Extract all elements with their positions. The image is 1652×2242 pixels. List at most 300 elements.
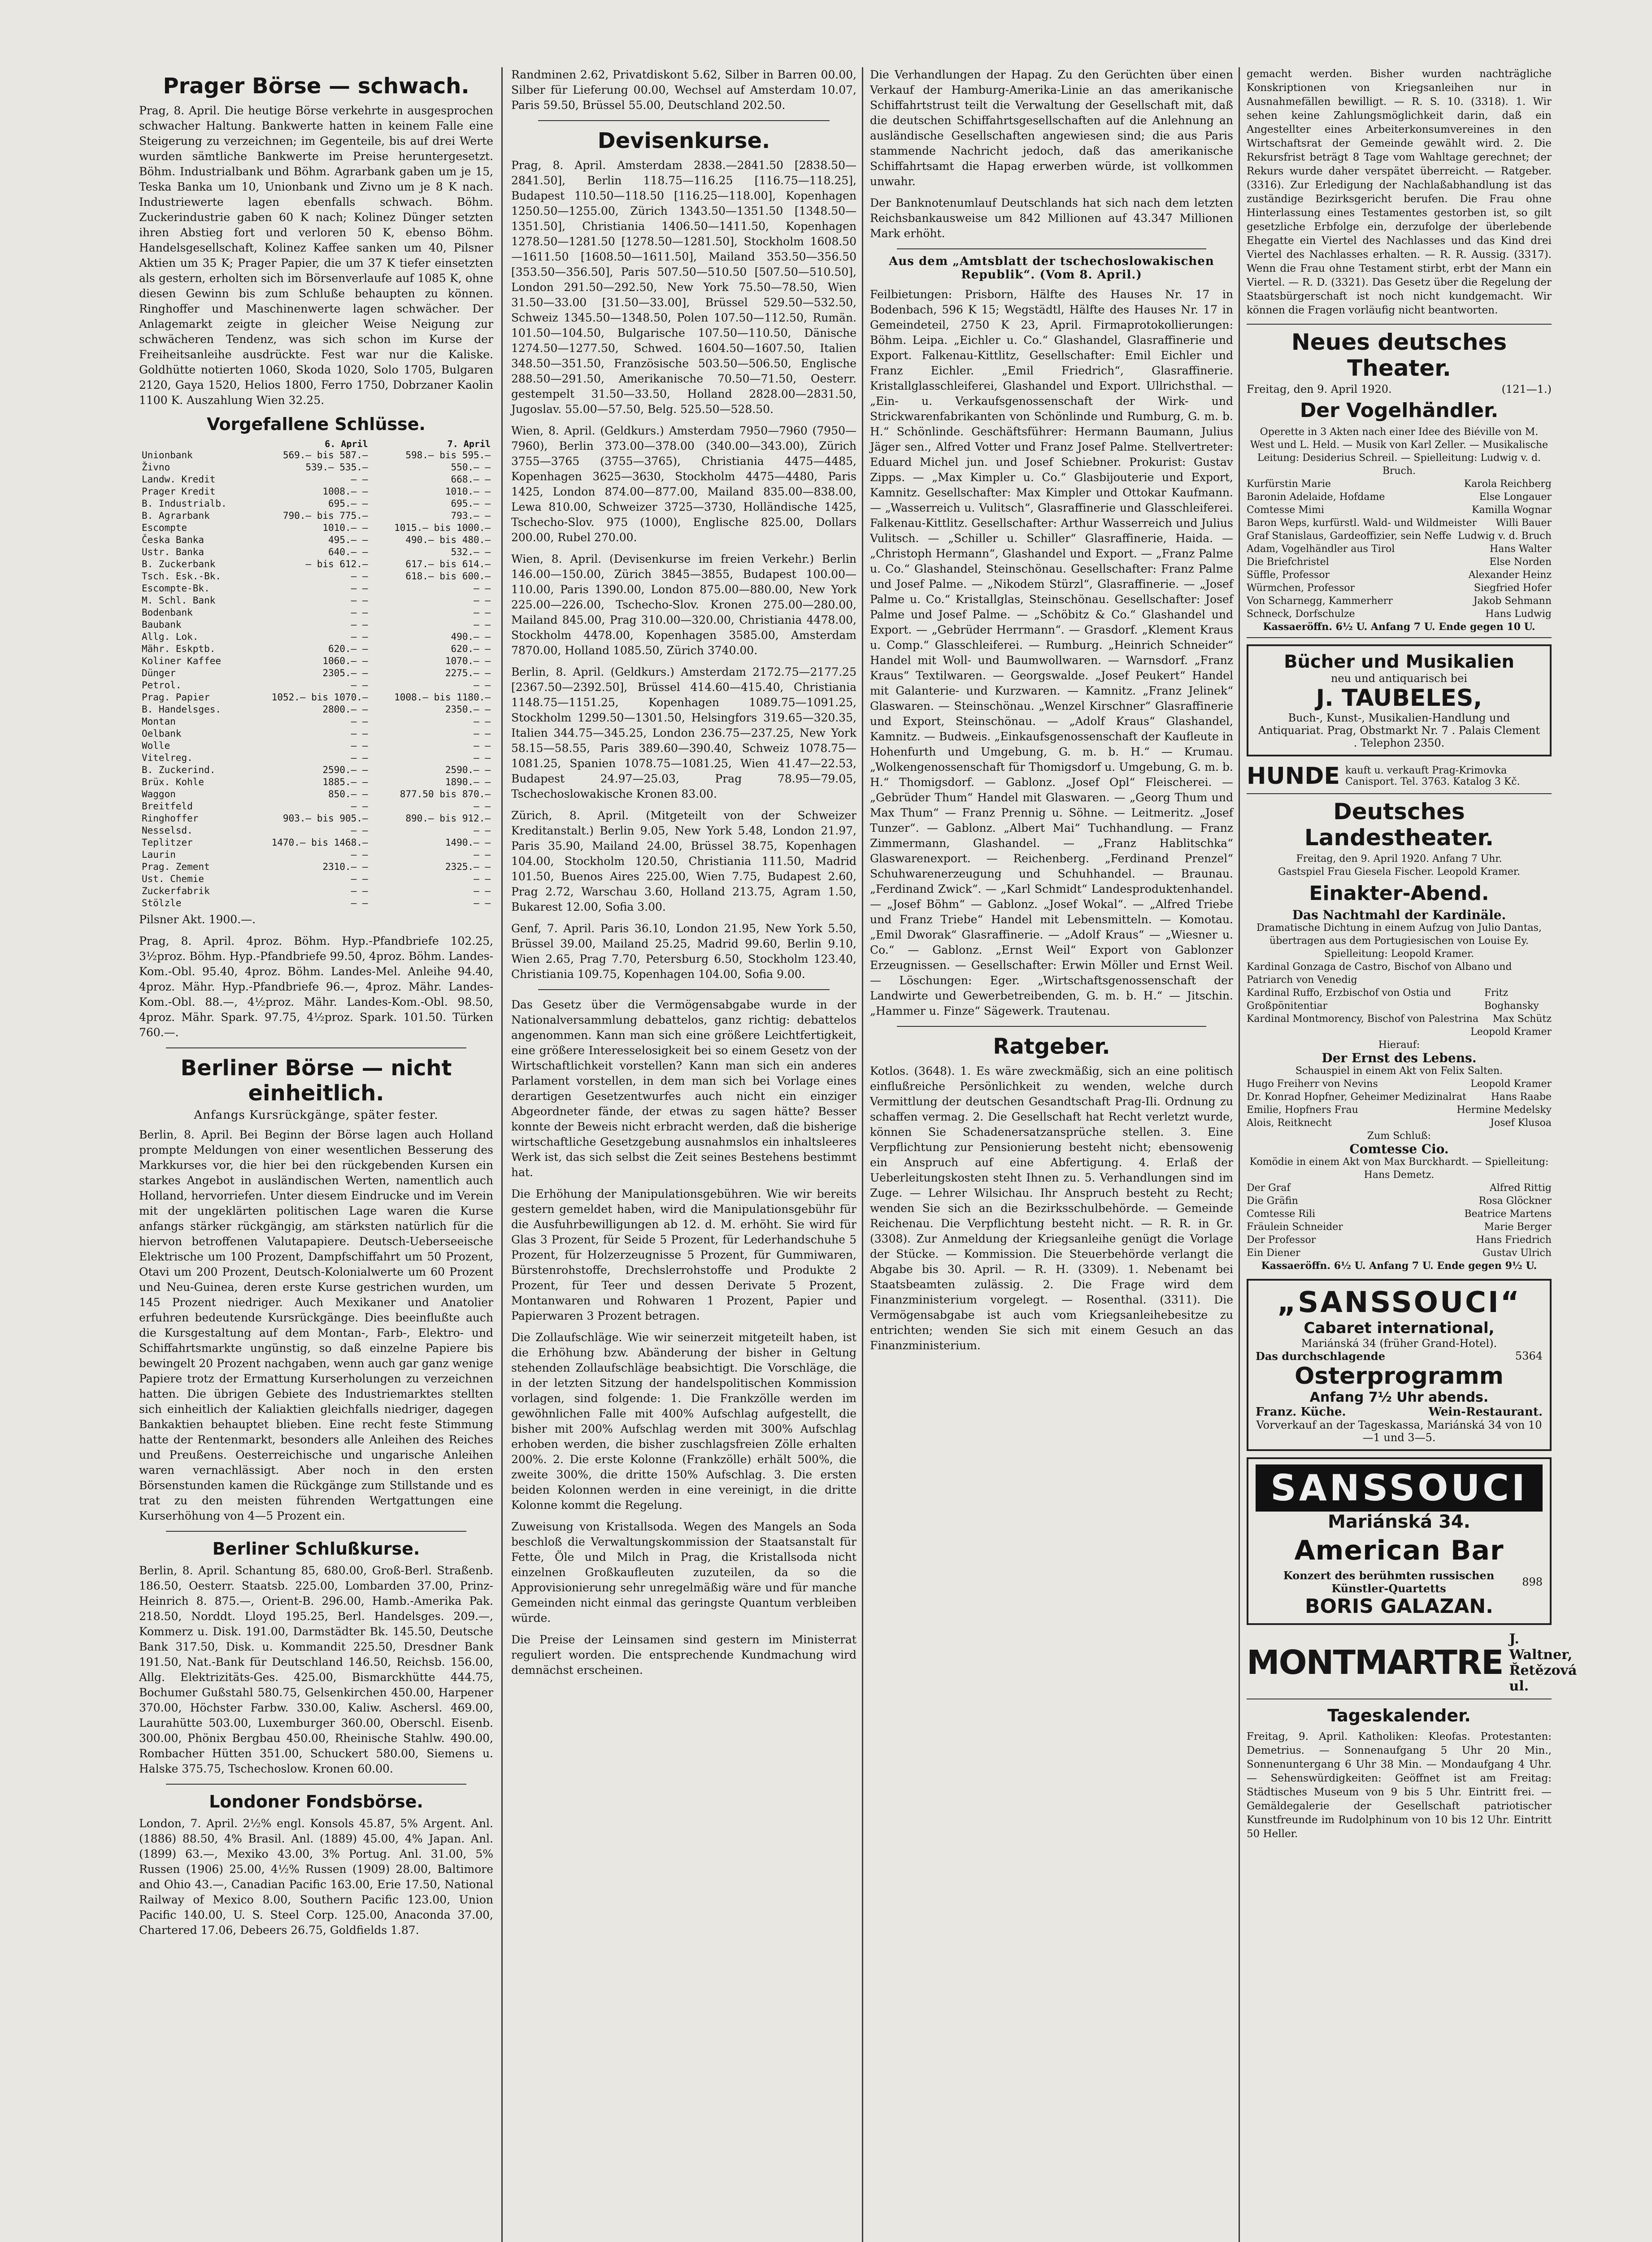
security-name: B. Industrialb. xyxy=(142,498,227,509)
quote-cell: — — xyxy=(474,825,491,836)
cast-row xyxy=(1247,1012,1552,1025)
table-row xyxy=(139,667,493,679)
pilsner-line: Pilsner Akt. 1900.—. xyxy=(139,913,256,926)
table-row xyxy=(139,788,493,800)
security-name: Laurin xyxy=(142,849,176,860)
cast-role: Fräulein Schneider xyxy=(1247,1221,1343,1233)
quote-cell: 550.— — xyxy=(451,462,491,473)
security-name: Breitfeld xyxy=(142,801,193,812)
prager-boerse-text: Prag, 8. April. Die heutige Börse verkehrte in ausgesprochen schwacher Haltung. Bankwerte hatten in keinem Falle eine Steigerung zu verzeichnen; im Gegenteile, bis auf drei Werte wurden sämtliche Bankwerte im Preise heruntergesetzt. Böhm. Industrialbank und Böhm. Agrarbank gaben um je 15, Teska Banka um 10, Unionbank und Zivno um je 8 K nach. Industriewerte lagen ebenfalls schwach. Böhm. Zuckerindustrie gaben 60 K nach; Kolinez Dünger setzten ihren Abstieg fort und verloren 50 K, ebenso Böhm. Handelsgesellschaft, Kolinez Kaffee sanken um 40, Pilsner Aktien um 35 K; Prager Papier, die um 37 K tiefer einsetzten als gestern, erholten sich im Börsenverlaufe auf 1085 K, ohne diesen Gewinn bis zum Schluße behaupten zu können. Ringhoffer und Maschinenwerte lagen schwächer. Der Anlagemarkt zeigte in gleicher Weise Neigung zur schwächeren Tendenz, was sich schon im Kurse der Freiheitsanleihe ausdrückte. Fest war nur die Kaliske. Goldhütte notierten 1060, Skoda 1020, Solo 1705, Bulgaren 2120, Gaya 1520, Helios 1800, Ferro 1750, Dobrzaner Kaolin 1100 K. Auszahlung Wien 32.25. xyxy=(139,104,493,407)
table-row xyxy=(139,679,493,691)
quote-cell: 1015.— bis 1000.— xyxy=(394,522,491,533)
cast-actor: Leopold Kramer xyxy=(1470,1078,1552,1090)
devisen-berlin-text: Berlin, 8. April. (Geldkurs.) Amsterdam 2172.75—2177.25 [2367.50—2392.50], Brüssel 414.60—415.40, Christiania 1148.75—1151.25, Kopenhagen 1089.75—1091.25, Stockholm 1299.50—1301.50, Helsingfors 319.65—320.35, Italien 344.75—345.25, London 236.75—237.25, New York 58.15—58.55, Paris 389.60—390.40, Schweiz 1078.75—1081.25, Spanien 1078.75—1081.25, Wien 41.47—22.53, Budapest 24.97—25.03, Prag 78.95—79.05, Tschechoslowakische Kronen 83.00. xyxy=(511,665,856,800)
landestheater-info4: Komödie in einem Akt von Max Burckhardt. — Spielleitung: Hans Demetz. xyxy=(1249,1156,1549,1181)
landestheater-play4: Comtesse Cio. xyxy=(1349,1142,1449,1156)
quote-cell: 598.— bis 595.— xyxy=(405,450,491,461)
security-name: B. Agrarbank xyxy=(142,510,210,521)
montmartre-name: MONTMARTRE xyxy=(1247,1643,1503,1682)
table-row xyxy=(139,595,493,607)
sanssouci-bar-phone: 898 xyxy=(1522,1576,1543,1588)
quote-cell: — — xyxy=(474,886,491,896)
security-name: Stölzle xyxy=(142,898,182,908)
column-rule xyxy=(501,67,503,2242)
berliner-boerse-heading: Berliner Börse — nicht einheitlich. xyxy=(180,1056,452,1106)
quote-cell: — — xyxy=(474,583,491,594)
sanssouci-cabaret-food-row xyxy=(1256,1405,1543,1419)
table-row xyxy=(139,776,493,788)
cast-row xyxy=(1247,556,1552,569)
prager-boerse-heading: Prager Börse — schwach. xyxy=(163,74,470,99)
table-row xyxy=(139,740,493,752)
quote-cell: 877.50 bis 870.— xyxy=(400,789,491,799)
table-row xyxy=(139,704,493,716)
quote-cell: — — xyxy=(351,898,368,908)
zollaufschlaege-text: Die Zollaufschläge. Wie wir seinerzeit mitgeteilt haben, ist die Erhöhung bzw. Abänderung der bisher in Geltung stehenden Zollaufschläge beabsichtigt. Die Vorschläge, die in der letzten Sitzung der handelspolitischen Kommission vorlagen, sind folgende: 1. Die Frankzölle werden im gewöhnlichen Falle mit 400% Aufschlag aufgestellt, die bisher mit 200% Aufschlag werden mit 300% Aufschlag erhoben werden, die bisher zuschlagsfreien Zölle erhalten 200%. 2. Die erste Kolonne (Frankzölle) erhält 500%, die zweite 300%, die dritte 150% Aufschlag. 3. Die ersten beiden Kolonnen werden in eine vereinigt, in die dritte Kolonne kommt die Regelung. xyxy=(511,1331,856,1512)
column-header xyxy=(139,439,248,449)
vorgefallene-schluesse-heading: Vorgefallene Schlüsse. xyxy=(207,414,426,434)
security-name: Ust. Chemie xyxy=(142,873,204,884)
quote-cell: — — xyxy=(474,716,491,727)
security-name: Waggon xyxy=(142,789,176,799)
quote-cell: 569.— bis 587.— xyxy=(283,450,368,461)
quote-cell: 490.— bis 480.— xyxy=(405,534,491,545)
quote-cell: — — xyxy=(351,631,368,642)
quote-cell: 1060.— — xyxy=(322,656,368,666)
quote-cell: — — xyxy=(474,752,491,763)
cast-row xyxy=(1247,1195,1552,1208)
devisen-zuerich-text: Zürich, 8. April. (Mitgeteilt von der Schweizer Kreditanstalt.) Berlin 9.05, New York 5.48, London 21.97, Paris 35.90, Mailand 24.00, Brüssel 38.75, Kopenhagen 104.00, Stockholm 120.50, Christiania 111.50, Madrid 101.50, Buenos Aires 225.00, Wien 7.75, Budapest 2.60, Prag 2.72, Warschau 3.60, Holland 213.75, Agram 1.50, Bukarest 12.00, Sofia 3.00. xyxy=(511,809,856,913)
security-name: Teplitzer xyxy=(142,837,193,848)
landestheater-play2: Das Nachtmahl der Kardinäle. xyxy=(1292,908,1506,922)
tageskalender-heading: Tageskalender. xyxy=(1327,1706,1471,1725)
quotes-table xyxy=(139,439,493,909)
divider xyxy=(166,1784,466,1785)
cast-actor: Hermine Medelsky xyxy=(1456,1104,1552,1116)
divider xyxy=(1247,637,1552,638)
taubeles-advertisement xyxy=(1247,644,1552,756)
security-name: Prager Kredit xyxy=(142,486,216,497)
landestheater-play: Einakter-Abend. xyxy=(1309,882,1489,905)
montmartre-owner: J. Waltner, Řetězová ul. xyxy=(1509,1631,1577,1694)
cast-actor: Kamilla Wognar xyxy=(1472,504,1552,516)
vermoegensabgabe-text: Das Gesetz über die Vermögensabgabe wurde in der Nationalversammlung debattelos, ganz richtig: debattelos angenommen. Kann man sich eine größere Leichtfertigkeit, eine größere Interesselosigkeit bei so einem Gesetz von der Wirtschaftlichkeit vorstellen? Kann man sich ein anderes Parlament vorstellen, in dem man sich bei Vorlage eines derartigen Gesetzentwurfes auch nicht ein einziger Abgeordneter fände, der etwas zu sagen hätte? Besser konnte der Beweis nicht erbracht werden, daß die bisherige wirtschaftliche Gesetzgebung ausnahmslos ein inhaltsleeres Werk ist, das sich selbst die Zeit seines Bestehens bestimmt hat. xyxy=(511,998,856,1179)
cast-actor: Hans Raabe xyxy=(1491,1091,1552,1103)
table-row xyxy=(139,474,493,486)
quote-cell: — — xyxy=(351,849,368,860)
landestheater-cast3 xyxy=(1247,1078,1552,1130)
cast-row xyxy=(1247,986,1552,1012)
sanssouci-cabaret-time: Anfang 7½ Uhr abends. xyxy=(1309,1390,1489,1405)
quote-cell: — — xyxy=(474,849,491,860)
cast-actor: Alfred Rittig xyxy=(1489,1182,1552,1194)
quote-cell: 1890.— — xyxy=(445,777,491,787)
cast-role: Die Gräfin xyxy=(1247,1195,1298,1207)
column-header: 7. April xyxy=(447,439,491,449)
security-name: B. Zuckerbank xyxy=(142,559,216,569)
table-row xyxy=(139,716,493,728)
security-name: Escompte xyxy=(142,522,187,533)
divider xyxy=(538,120,830,121)
column-4 xyxy=(1247,67,1577,1847)
date-right: (121—1.) xyxy=(1501,383,1552,395)
table-row xyxy=(139,861,493,873)
landestheater-heading: Deutsches Landestheater. xyxy=(1304,799,1494,851)
cast-role: Adam, Vogelhändler aus Tirol xyxy=(1247,543,1395,555)
cast-row xyxy=(1247,582,1552,595)
column-3 xyxy=(870,67,1233,1360)
neues-theater-info: Operette in 3 Akten nach einer Idee des Biéville von M. West und L. Held. — Musik von Karl Zeller. — Musikalische Leitung: Desiderius Schreil. — Spielleitung: Ludwig v. d. Bruch. xyxy=(1250,426,1548,477)
quote-cell: 2325.— — xyxy=(445,861,491,872)
quote-cell: — — xyxy=(474,898,491,908)
ratgeber-text: Kotlos. (3648). 1. Es wäre zweckmäßig, sich an eine politisch einflußreiche Persönlichkeit zu wenden, welche durch Vermittlung der deutschen Gesandtschaft Prag-Ili. Ordnung zu schaffen vermag. 2. Die Gesellschaft hat Recht verletzt wurde, können Sie Schadenersatzansprüche stellen. 3. Eine Verpflichtung zur Pensionierung besteht nicht; ebensowenig ein Anspruch auf eine Abfertigung. 4. Erlaß der Ueberleitungskosten steht Ihnen zu. 5. Verhandlungen sind im Zuge. — Lehrer Wilsichau. Ihr Anspruch besteht zu Recht; wenden Sie sich an die Bezirksschulbehörde. — Gemeinde Reichenau. Die Verpflichtung besteht nicht. — R. R. in Gr. (3308). Zur Anmeldung der Kriegsanleihe genügt die Vorlage der Stücke. — Kommission. Die Steuerbehörde verlangt die Abgabe bis 30. April. — R. H. (3309). 1. Nebenamt bei Staatsbeamten zulässig. 2. Die Frage wird dem Finanzministerium vorgelegt. — Rosenthal. (3311). Die Vermögensabgabe ist auch vom Kriegsanleihebesitze zu entrichten; wenden Sie sich mit einem Gesuch an das Finanzministerium. xyxy=(870,1065,1233,1352)
column-rule xyxy=(1239,67,1240,2242)
quote-cell: — — xyxy=(351,571,368,582)
quote-cell: — — xyxy=(474,619,491,630)
quote-cell: — — xyxy=(474,595,491,606)
devisen-wien-text: Wien, 8. April. (Geldkurs.) Amsterdam 7950—7960 (7950—7960), Berlin 373.00—378.00 (340.00—343.00), Zürich 3755—3765 (3755—3765), Christiania 4475—4485, Kopenhagen 3625—3630, Stockholm 4475—4480, Paris 1425, London 874.00—877.00, Mailand 835.00—838.00, Lewa 810.00, Schweizer 3725—3730, Holländische 1425, Tschecho-Slov. 975 (1000), Englische 825.00, Dollars 200.00, Rubel 270.00. xyxy=(511,424,856,544)
quote-cell: — — xyxy=(351,886,368,896)
hapag-text: Die Verhandlungen der Hapag. Zu den Gerüchten über einen Verkauf der Hamburg-Amerika-Linie an das amerikanische Schiffahrtstrust teilt die Verwaltung der Gesellschaft mit, daß die deutschen Schiffahrtsgesellschaften auf die Anlehnung an ausländische Gesellschaften angewiesen sind; die aus Paris stammende Nachricht jedoch, daß das amerikanische Schiffahrtsamt die Hapag erwerben würde, ist vollkommen unwahr. xyxy=(870,68,1233,188)
cast-role: Der Professor xyxy=(1247,1234,1316,1246)
amtsblatt-heading: Aus dem „Amtsblatt der tschechoslowakischen Republik“. (Vom 8. April.) xyxy=(889,255,1214,282)
cast-row xyxy=(1247,1025,1552,1038)
ratgeber-heading: Ratgeber. xyxy=(993,1034,1110,1059)
quote-cell: — — xyxy=(474,740,491,751)
security-name: Escompte-Bk. xyxy=(142,583,210,594)
table-row xyxy=(139,486,493,498)
table-row xyxy=(139,728,493,740)
cast-actor: Jakob Sehmann xyxy=(1473,595,1552,607)
neues-theater-date xyxy=(1247,383,1552,395)
cast-row xyxy=(1247,960,1552,986)
sanssouci-cabaret-tagline-row xyxy=(1256,1350,1543,1363)
cast-role: Hugo Freiherr von Nevins xyxy=(1247,1078,1378,1090)
sanssouci-bar-konzert: Konzert des berühmten russischen Künstler-Quartetts xyxy=(1283,1569,1495,1595)
quote-cell: 2800.— — xyxy=(322,704,368,715)
security-name: Petrol. xyxy=(142,680,182,691)
quote-cell: — — xyxy=(351,740,368,751)
cast-row xyxy=(1247,1091,1552,1104)
sanssouci-cabaret-advertisement xyxy=(1247,1279,1552,1451)
table-row xyxy=(139,800,493,813)
neues-theater-play: Der Vogelhändler. xyxy=(1300,399,1499,422)
table-row xyxy=(139,764,493,776)
devisenkurse-heading: Devisenkurse. xyxy=(597,128,770,153)
sanssouci-bar-name: SANSSOUCI xyxy=(1256,1464,1543,1512)
quote-cell: — — xyxy=(351,595,368,606)
cast-role: Kardinal Ruffo, Erzbischof von Ostia und Großpönitentiar xyxy=(1247,987,1452,1012)
cast-role: Süffle, Professor xyxy=(1247,569,1330,581)
quote-cell: — — xyxy=(351,825,368,836)
security-name: Montan xyxy=(142,716,176,727)
cast-row xyxy=(1247,1117,1552,1130)
quote-cell: 640.— — xyxy=(328,547,368,557)
ratgeber-continued-text: gemacht werden. Bisher wurden nachträgliche Konskriptionen von Kriegsanleihen nur in Ausnahmefällen bewilligt. — R. S. 10. (3318). 1. Wir sehen keine Zahlungsmöglichkeit darin, daß ein Angestellter eines Arbeiterkonsumvereines in den Wirtschaftsrat der Gemeinde gewählt wird. 2. Die Rekursfrist beträgt 8 Tage vom Wahltage gerechnet; der Rekurs wurde daher verspätet überreicht. — Ratgeber. (3316). Zur Erledigung der Nachlaßabhandlung ist das zuständige Bezirksgericht berufen. Die Frau ohne Hinterlassung eines Testamentes gestorben ist, so gilt gesetzliche Erbfolge ein, derzufolge der überlebende Ehegatte ein Viertel des Nachlasses und das Kind drei Viertel des Nachlasses erhalten. — R. R. Aussig. (3317). Wenn die Frau ohne Testament stirbt, erbt der Mann ein Viertel. — R. D. (3321). Das Gesetz über die Regelung der Staatsbürgerschaft ist noch nicht kundgemacht. Wir können die Fragen vorläufig nicht beantworten. xyxy=(1247,68,1552,316)
quote-cell: 1885.— — xyxy=(322,777,368,787)
quote-cell: — — xyxy=(351,801,368,812)
sanssouci-bar-leader: BORIS GALAZAN. xyxy=(1305,1595,1493,1618)
neues-theater-heading: Neues deutsches Theater. xyxy=(1291,329,1507,381)
cast-role: Die Briefchristel xyxy=(1247,556,1329,568)
sanssouci-cabaret-vorverkauf: Vorverkauf an der Tageskassa, Mariánská 34 von 10—1 und 3—5. xyxy=(1256,1419,1542,1444)
cast-actor: Leopold Kramer xyxy=(1470,1026,1552,1038)
sanssouci-bar-advertisement xyxy=(1247,1457,1552,1625)
cast-actor: Hans Walter xyxy=(1490,543,1552,555)
table-row xyxy=(139,558,493,570)
banknotenumlauf-text: Der Banknotenumlauf Deutschlands hat sich nach dem letzten Reichsbankausweise um 842 Millionen auf 43.347 Millionen Mark erhöht. xyxy=(870,196,1233,240)
security-name: Prag. Zement xyxy=(142,861,210,872)
landestheater-date: Freitag, den 9. April 1920. Anfang 7 Uhr. xyxy=(1296,853,1502,865)
cast-role: Baron Weps, kurfürstl. Wald- und Wildmeister xyxy=(1247,517,1477,529)
quote-cell: 1470.— bis 1468.— xyxy=(271,837,368,848)
devisen-wien-frei-text: Wien, 8. April. (Devisenkurse im freien Verkehr.) Berlin 146.00—150.00, Zürich 3845—3855, Budapest 100.00—110.00, Paris 1390.00, London 875.00—880.00, New York 225.00—226.00, Tschecho-Slov. Kronen 275.00—280.00, Mailand 845.00, Prag 310.00—320.00, Christiania 4478.00, Stockholm 4478.00, Kopenhagen 3585.00, Amsterdam 7870.00, Holland 1085.50, Zürich 3740.00. xyxy=(511,552,856,657)
quote-cell: 2590.— — xyxy=(445,765,491,775)
quote-cell: — — xyxy=(351,728,368,739)
security-name: Wolle xyxy=(142,740,170,751)
table-row xyxy=(139,643,493,655)
table-row xyxy=(139,752,493,764)
taubeles-name: J. TAUBELES, xyxy=(1316,685,1482,712)
landestheater-hierauf: Hierauf: xyxy=(1378,1039,1420,1051)
berliner-boerse-text: Berlin, 8. April. Bei Beginn der Börse lagen auch Holland prompte Meldungen von einer wesentlichen Besserung des Markkurses vor, die hier bei den rückgebenden Kursen ein starkes Angebot in ausländischen Werten, namentlich auch Holland, hervorriefen. Unter diesem Eindrucke und im Verein mit der ungeklärten politischen Lage waren die Kurse anfangs stärker rückgängig, am stärksten natürlich für die hiervon betroffenen Valutapapiere. Deutsch-Ueberseeische Elektrische um 100 Prozent, Dampfschiffahrt um 50 Prozent, Otavi um 200 Prozent, Deutsch-Kolonialwerte um 60 Prozent und Neu-Guinea, deren erste Kurse gestrichen wurden, um 145 Prozent niedriger. Auch Mexikaner und Anatolier erfuhren bedeutende Kursrückgänge. Dies beeinflußte auch die Kursgestaltung auf dem Montan-, Farb-, Elektro- und Schiffahrtsmarkte ungünstig, so daß einzelne Papiere bis bewingelt 20 Prozent nachgaben, wenn auch gar ganz wenige Papiere trotz der Ermattung Kurserholungen zu verzeichnen hatten. Die übrigen Gebiete des Industriemarktes stellten sich einheitlich der Kaliaktien gleichfalls niedriger, dagegen Bankaktien behauptet blieben. Eine recht feste Stimmung hatte der Rentenmarkt, besonders alle Anleihen des Reiches und Preußens. Oesterreichische und ungarische Anleihen waren vernachlässigt. Aber noch in den ersten Börsenstunden kamen die Rückgänge zum Stillstande und es trat zu den meisten führenden Wertgattungen eine Kurserhöhung von 4—5 Prozent ein. xyxy=(139,1128,493,1522)
date-left: Freitag, den 9. April 1920. xyxy=(1247,383,1392,395)
quote-cell: — — xyxy=(474,607,491,618)
table-row xyxy=(139,897,493,909)
cast-actor: Willi Bauer xyxy=(1495,517,1552,529)
cast-actor: Gustav Ulrich xyxy=(1482,1247,1552,1259)
cast-row xyxy=(1247,478,1552,491)
sanssouci-cabaret-sub: Cabaret international, xyxy=(1304,1319,1495,1337)
quote-cell: 890.— bis 912.— xyxy=(405,813,491,824)
cast-role: Schneck, Dorfschulze xyxy=(1247,608,1355,620)
quote-cell: 1010.— — xyxy=(322,522,368,533)
quote-cell: 695.— — xyxy=(328,498,368,509)
table-row xyxy=(139,655,493,667)
cast-actor: Rosa Glöckner xyxy=(1478,1195,1552,1207)
quote-cell: 1010.— — xyxy=(445,486,491,497)
quote-cell: 1008.— — xyxy=(322,486,368,497)
divider xyxy=(1247,324,1552,325)
divider xyxy=(538,989,830,990)
divider xyxy=(1247,793,1552,794)
londoner-fondsboerse-text: London, 7. April. 2½% engl. Konsols 45.87, 5% Argent. Anl. (1886) 88.50, 4% Brasil. Anl. (1889) 45.00, 4% Japan. Anl. (1899) 63.—, Mexiko 43.00, 3% Portug. Anl. 31.00, 5% Russen (1906) 25.00, 4½% Russen (1909) 28.00, Baltimore and Ohio 43.—, Canadian Pacific 163.00, Erie 17.50, National Railway of Mexico 8.00, Southern Pacific 123.00, Union Pacific 140.00, U. S. Steel Corp. 125.00, Anaconda 37.00, Chartered 17.06, Debeers 26.75, Goldfields 1.87. xyxy=(139,1817,493,1937)
cast-role: Der Graf xyxy=(1247,1182,1291,1194)
quote-cell: — — xyxy=(351,752,368,763)
quote-cell: — — xyxy=(474,680,491,691)
table-row xyxy=(139,849,493,861)
cast-role: Kardinal Montmorency, Bischof von Palestrina xyxy=(1247,1013,1479,1025)
pfandbriefe-text: Prag, 8. April. 4proz. Böhm. Hyp.-Pfandbriefe 102.25, 3½proz. Böhm. Hyp.-Pfandbriefe 99.50, 4proz. Böhm. Landes-Kom.-Obl. 95.40, 4proz. Böhm. Landes-Mel. Anleihe 94.40, 4proz. Mähr. Hyp.-Pfandbriefe 96.—, 4proz. Mähr. Landes-Kom.-Obl. 88.—, 4½proz. Mähr. Landes-Kom.-Obl. 98.50, 4proz. Mähr. Spark. 97.75, 4½proz. Spark. 101.50. Türken 760.—. xyxy=(139,934,493,1039)
manipulationsgebuehren-text: Die Erhöhung der Manipulationsgebühren. Wie wir bereits gestern gemeldet haben, wird die Manipulationsgebühr für die Ausfuhrbewilligungen ab 12. d. M. erhöht. Sie wird für Glas 3 Prozent, für Seide 5 Prozent, für Lederhandschuhe 5 Prozent, für Holzerzeugnisse 5 Prozent, für Gummiwaren, Bürstenrohstoffe, Drechslerrohstoffe und Produkte 2 Prozent, für Teer und dessen Derivate 5 Prozent, Montanwaren und Rohwaren 1 Prozent, Papier und Papierwaren 3 Prozent betragen. xyxy=(511,1187,856,1322)
security-name: Zuckerfabrik xyxy=(142,886,210,896)
hunde-advertisement xyxy=(1247,763,1552,790)
sanssouci-cabaret-phone: 5364 xyxy=(1515,1350,1543,1362)
security-name: B. Handelsges. xyxy=(142,704,222,715)
quote-cell: 2310.— — xyxy=(322,861,368,872)
cast-role: Baronin Adelaide, Hofdame xyxy=(1247,491,1385,503)
landestheater-gast: Gastspiel Frau Giesela Fischer. Leopold Kramer. xyxy=(1278,866,1520,878)
table-row xyxy=(139,449,493,461)
security-name: Prag. Papier xyxy=(142,692,210,703)
quote-cell: 793.— — xyxy=(451,510,491,521)
hunde-word: HUNDE xyxy=(1247,763,1340,790)
quote-cell: 618.— bis 600.— xyxy=(405,571,491,582)
sanssouci-bar-title: American Bar xyxy=(1294,1535,1504,1566)
cast-actor: Josef Klusoa xyxy=(1490,1117,1552,1129)
table-row xyxy=(139,885,493,897)
quote-cell: 1490.— — xyxy=(445,837,491,848)
devisen-genf-text: Genf, 7. April. Paris 36.10, London 21.95, New York 5.50, Brüssel 39.00, Mailand 25.25, Madrid 99.60, Berlin 9.10, Wien 2.65, Prag 7.70, Petersburg 6.50, Stockholm 123.40, Christiania 109.75, Kopenhagen 104.00, Sofia 9.00. xyxy=(511,922,856,981)
taubeles-info: Buch-, Kunst-, Musikalien-Handlung und Antiquariat. Prag, Obstmarkt Nr. 7 . Palais Clement . Telephon 2350. xyxy=(1258,712,1540,749)
table-row xyxy=(139,461,493,474)
taubeles-sub: neu und antiquarisch bei xyxy=(1330,672,1468,685)
table-row xyxy=(139,825,493,837)
table-row xyxy=(139,498,493,510)
cast-role: Ein Diener xyxy=(1247,1247,1300,1259)
cast-actor: Karola Reichberg xyxy=(1464,478,1552,490)
cast-actor: Hans Friedrich xyxy=(1476,1234,1552,1246)
sanssouci-cabaret-wein: Wein-Restaurant. xyxy=(1428,1405,1543,1419)
quote-cell: — — xyxy=(351,474,368,485)
cast-role: Dr. Konrad Hopfner, Geheimer Medizinalrat xyxy=(1247,1091,1466,1103)
quote-cell: 668.— — xyxy=(451,474,491,485)
cast-row xyxy=(1247,504,1552,517)
cast-actor: Else Norden xyxy=(1489,556,1552,568)
cast-row xyxy=(1247,543,1552,556)
cast-role: Alois, Reitknecht xyxy=(1247,1117,1332,1129)
security-name: M. Schl. Bank xyxy=(142,595,216,606)
quote-cell: — — xyxy=(351,607,368,618)
security-name: B. Zuckerind. xyxy=(142,765,216,775)
quote-cell: 695.— — xyxy=(451,498,491,509)
divider xyxy=(897,1026,1206,1027)
quote-cell: — — xyxy=(474,873,491,884)
quote-cell: 620.— — xyxy=(451,643,491,654)
landestheater-schluss: Zum Schluß: xyxy=(1367,1130,1431,1142)
cast-row xyxy=(1247,530,1552,543)
neues-theater-kassa: Kassaeröffn. 6½ U. Anfang 7 U. Ende gegen 10 U. xyxy=(1263,621,1535,633)
cast-row xyxy=(1247,517,1552,530)
quote-cell: 620.— — xyxy=(328,643,368,654)
quote-cell: 903.— bis 905.— xyxy=(283,813,368,824)
security-name: Tsch. Esk.-Bk. xyxy=(142,571,222,582)
berliner-boerse-subheading: Anfangs Kursrückgänge, später fester. xyxy=(194,1108,439,1122)
quote-cell: — — xyxy=(351,619,368,630)
sanssouci-bar-address: Mariánská 34. xyxy=(1328,1512,1470,1532)
cast-actor: Marie Berger xyxy=(1484,1221,1552,1233)
cast-role: Kardinal Gonzaga de Castro, Bischof von Albano und Patriarch von Venedig xyxy=(1247,961,1512,986)
cast-role: Graf Stanislaus, Gardeoffizier, sein Neffe xyxy=(1247,530,1452,542)
table-row xyxy=(139,813,493,825)
quote-cell: — — xyxy=(351,680,368,691)
security-name: Unionbank xyxy=(142,450,193,461)
taubeles-heading: Bücher und Musikalien xyxy=(1284,652,1514,672)
quote-cell: 790.— bis 775.— xyxy=(283,510,368,521)
berliner-schlusskurse-text: Berlin, 8. April. Schantung 85, 680.00, Groß-Berl. Straßenb. 186.50, Oesterr. Staatsb. 225.00, Lombarden 37.00, Prinz-Heinrich 8. 875.—, Orient-B. 296.00, Hamb.-Amerika Pak. 218.50, Norddt. Lloyd 195.25, Berl. Handelsges. 209.—, Kommerz u. Disk. 191.00, Darmstädter Bk. 145.50, Deutsche Bank 317.50, Disk. u. Kommandit 225.50, Dresdner Bank 191.50, Nat.-Bank für Deutschland 146.50, Reichsb. 156.00, Allg. Elektrizitäts-Ges. 425.00, Bismarckhütte 444.75, Bochumer Gußstahl 580.75, Gelsenkirchen 450.00, Harpener 370.00, Höchster Farbw. 330.00, Kaliw. Aschersl. 469.00, Laurahütte 503.00, Luxemburger 360.00, Oberschl. Eisenb. 300.00, Phönix Bergbau 450.00, Rheinische Stahlw. 490.00, Rombacher Hütten 351.00, Schuckert 580.00, Siemens u. Halske 375.75, Tschechoslow. Kronen 60.00. xyxy=(139,1564,493,1775)
divider xyxy=(897,248,1206,249)
cast-row xyxy=(1247,1104,1552,1117)
security-name: Oelbank xyxy=(142,728,182,739)
quote-cell: — — xyxy=(351,716,368,727)
cast-row xyxy=(1247,608,1552,621)
cast-row xyxy=(1247,491,1552,504)
cast-row xyxy=(1247,1208,1552,1221)
cast-role: Würmchen, Professor xyxy=(1247,582,1355,594)
security-name: Brüx. Kohle xyxy=(142,777,204,787)
quote-cell: 2275.— — xyxy=(445,668,491,678)
randminen-text: Randminen 2.62, Privatdiskont 5.62, Silber in Barren 00.00, Silber für Lieferung 00.00, Wechsel auf Amsterdam 10.07, Paris 59.50, Brüssel 55.00, Deutschland 202.50. xyxy=(511,68,856,112)
sanssouci-cabaret-tagline: Das durchschlagende xyxy=(1256,1350,1385,1363)
sanssouci-bar-konzert-row xyxy=(1256,1569,1543,1595)
quote-cell: 495.— — xyxy=(328,534,368,545)
cast-actor: Ludwig v. d. Bruch xyxy=(1457,530,1552,542)
quote-cell: — bis 612.— xyxy=(305,559,368,569)
sanssouci-cabaret-kueche: Franz. Küche. xyxy=(1256,1405,1346,1419)
quote-cell: — — xyxy=(474,728,491,739)
sanssouci-cabaret-address: Mariánská 34 (früher Grand-Hotel). xyxy=(1301,1337,1497,1350)
table-row xyxy=(139,534,493,546)
security-name: Živno xyxy=(142,462,170,473)
table-row xyxy=(139,691,493,704)
tageskalender-text: Freitag, 9. April. Katholiken: Kleofas. Protestanten: Demetrius. — Sonnenaufgang 5 Uhr 20 Min., Sonnenuntergang 6 Uhr 38 Min. — Mondaufgang 4 Uhr. — Sehenswürdigkeiten: Geöffnet ist am Freitag: Städtisches Museum von 9 bis 5 Uhr. Eintritt frei. — Gemäldegalerie der Gesellschaft patriotischer Kunstfreunde im Rudolphinum von 10 bis 12 Uhr. Eintritt 50 Heller. xyxy=(1247,1731,1552,1840)
table-row xyxy=(139,619,493,631)
security-name: Dünger xyxy=(142,668,176,678)
cast-role: Emilie, Hopfners Frau xyxy=(1247,1104,1358,1116)
amtsblatt-text: Feilbietungen: Prisborn, Hälfte des Hauses Nr. 17 in Bodenbach, 596 K 15; Wegstädtl, Hälfte des Hauses Nr. 17 in Gemeindeteil, 2750 K 23, April. Firmaprotokollierungen: Böhm. Leipa. „Eichler u. Co.“ Glashandel, Glasraffinerie und Export. Falkenau-Kittlitz, Gesellschafter: Emil Eichler und Franz Eichler. „Emil Friedrich“, Glasraffinerie. Kristallglasschleiferei, Glashandel und Export. Ullrichsthal. — „Ein- u. Verkaufsgenossenschaft der Wirk- und Strickwarenfabrikanten von Schönlinde und Rumburg, G. m. b. H.“ Schönlinde. Geschäftsführer: Hermann Baumann, Julius Jäger sen., Alfred Votter und Franz Josef Palme. Stellvertreter: Eduard Michel jun. und Josef Schiebner. Prokurist: Gustav Zipps. — „Max Kimpler u. Co.“ Glasbijouterie und Export, Kamnitz. Gesellschafter: Max Kimpler und Ottokar Kaufmann. — „Wasserreich u. Vulitsch“, Glasraffinerie und Glasschleiferei. Falkenau-Kittlitz. Gesellschafter: Arthur Wasserreich und Julius Vulitsch. — „Schiller u. Schiller“ Glasraffinerie, Haida. — „Christoph Hermann“, Glashandel und Export. — „Franz Palme u. Co.“ Glashandel, Steinschönau. Gesellschafter: Franz Palme und Josef Palme. — „Nikodem Stürzl“, Glasraffinerie. — „Josef Palme u. Co.“ Kristallglas, Steinschönau. Gesellschafter: Josef Palme und Josef Palme. — „Schöbitz & Co.“ Glashandel und Export. — „Gebrüder Herrmann“. — Grasdorf. „Klement Kraus u. Comp.“ Glasschleiferei. — Rumburg. „Heinrich Schneider“ Handel mit Woll- und Baumwollwaren. — Warnsdorf. „Franz Kraus“ Textilwaren. — Georgswalde. „Josef Peukert“ Handel mit Galanterie- und Kurzwaren. — Kamnitz. „Franz Jelinek“ Glaswaren. — Steinschönau. „Wenzel Kirschner“ Glasraffinerie und Export, Steinschönau. — „Adolf Kraus“ Glashandel, Kamnitz. — Budweis. „Einkaufsgenossenschaft der Kaufleute in Hohenfurth und Umgebung, G. m. b. H.“ — Krumau. „Wolkengenossenschaft für Thomigsdorf u. Umgebung, G. m. b. H.“ Thomigsdorf. — Gablonz. „Josef Opl“ Fleischerei. — „Gebrüder Thum“ Handel mit Glaswaren. — „Georg Thum und Max Thum“ — Franz Prennig u. Söhne. — Leitmeritz. „Josef Tunzer“. — Gablonz. „Albert Mai“ Tuchhandlung. — Franz Zimmermann, Glashandel. — „Franz Hablitschka“ Glaswarenexport. — Reichenberg. „Ferdinand Prenzel“ Schuhwarenerzeugung und Schuhhandel. — Braunau. „Ferdinand Zwick“. — „Karl Schmidt“ Landesproduktenhandel. — „Josef Böhm“ — Gablonz. „Josef Wokal“. — „Alfred Triebe und Franz Triebe“ Handel mit Lebensmitteln. — Komotau. „Emil Dworak“ Glasraffinerie. — „Adolf Kraus“ — „Wiesner u. Co.“ — Gablonz. „Ernst Weil“ Export von Gablonzer Erzeugnissen. — Gesellschafter: Erwin Möller und Ernst Weil. — Löschungen: Eger. „Wirtschaftsgenossenschaft der Landwirte und Gewerbetreibenden, G. m. b. H.“ — Jitschin. „Hammer u. Finze“ Sägewerk. Trautenau. xyxy=(870,288,1233,1017)
quote-cell: 1008.— bis 1180.— xyxy=(394,692,491,703)
security-name: Ringhoffer xyxy=(142,813,199,824)
landestheater-kassa: Kassaeröffn. 6½ U. Anfang 7 U. Ende gegen 9½ U. xyxy=(1261,1260,1537,1272)
column-1 xyxy=(139,67,493,1944)
landestheater-info3: Schauspiel in einem Akt von Felix Salten. xyxy=(1295,1065,1503,1077)
sanssouci-cabaret-programm: Osterprogramm xyxy=(1295,1363,1504,1390)
devisen-prag-text: Prag, 8. April. Amsterdam 2838.—2841.50 [2838.50—2841.50], Berlin 118.75—116.25 [116.75—118.25], Budapest 110.50—118.50 [116.25—118.00], Kopenhagen 1250.50—1255.00, Zürich 1343.50—1351.50 [1348.50—1351.50], Christiania 1406.50—1411.50, Kopenhagen 1278.50—1281.50 [1278.50—1281.50], Stockholm 1608.50—1611.50 [1608.50—1611.50], Mailand 353.50—356.50 [353.50—356.50], Paris 507.50—510.50 [507.50—510.50], London 291.50—292.50, New York 75.50—78.50, Wien 31.50—33.00 [31.50—33.00], Brüssel 529.50—532.50, Schweiz 1345.50—1348.50, Polen 107.50—112.50, Rumän. 101.50—104.50, Bulgarische 107.50—110.50, Dänische 1274.50—1277.50, Schwed. 1604.50—1607.50, Italien 348.50—351.50, Französische 503.50—506.50, Englische 288.50—291.50, Amerikanische 70.50—71.50, Oesterr. gestempelt 31.50—33.50, Holland 2828.00—2831.50, Jugoslav. 55.00—57.50, Belg. 525.50—528.50. xyxy=(511,159,856,416)
quote-cell: 2350.— — xyxy=(445,704,491,715)
security-name: Bodenbank xyxy=(142,607,193,618)
landestheater-play3: Der Ernst des Lebens. xyxy=(1322,1051,1477,1065)
cast-actor: Beatrice Martens xyxy=(1464,1208,1552,1220)
divider xyxy=(166,1531,466,1532)
landestheater-info: Dramatische Dichtung in einem Aufzug von Julio Dantas, übertragen aus dem Portugiesischen von Louise Ey. Spielleitung: Leopold Kramer. xyxy=(1256,922,1542,960)
security-name: Nesselsd. xyxy=(142,825,193,836)
montmartre-advertisement xyxy=(1247,1631,1577,1694)
table-row xyxy=(139,631,493,643)
column-rule xyxy=(862,67,863,2242)
security-name: Mähr. Eskptb. xyxy=(142,643,216,654)
cast-actor: Max Schütz xyxy=(1492,1013,1552,1025)
quote-cell: 490.— — xyxy=(451,631,491,642)
quote-cell: 2305.— — xyxy=(322,668,368,678)
security-name: Landw. Kredit xyxy=(142,474,216,485)
kristallsoda-text: Zuweisung von Kristallsoda. Wegen des Mangels an Soda beschloß die Verwaltungskommission der Staatsanstalt für Fette, Öle und Milch in Prag, die Kristallsoda nicht einzelnen Großkaufleuten zuzuteilen, da so die Approvisionierung sehr unregelmäßig wäre und für manche Gemeinden nicht einmal das geringste Quantum verbleiben würde. xyxy=(511,1520,856,1625)
cast-role: Comtesse Mimi xyxy=(1247,504,1324,516)
cast-actor: Alexander Heinz xyxy=(1468,569,1552,581)
cast-actor: Fritz Boghansky xyxy=(1484,987,1539,1012)
londoner-fondsboerse-heading: Londoner Fondsbörse. xyxy=(209,1792,423,1812)
table-row xyxy=(139,546,493,558)
security-name: Allg. Lok. xyxy=(142,631,199,642)
table-row xyxy=(139,582,493,595)
cast-actor: Else Longauer xyxy=(1479,491,1552,503)
quote-cell: 1070.— — xyxy=(445,656,491,666)
cast-actor: Hans Ludwig xyxy=(1485,608,1552,620)
landestheater-cast xyxy=(1247,960,1552,1038)
security-name: Vitelreg. xyxy=(142,752,193,763)
table-row xyxy=(139,837,493,849)
quote-cell: 2590.— — xyxy=(322,765,368,775)
security-name: Ustr. Banka xyxy=(142,547,204,557)
